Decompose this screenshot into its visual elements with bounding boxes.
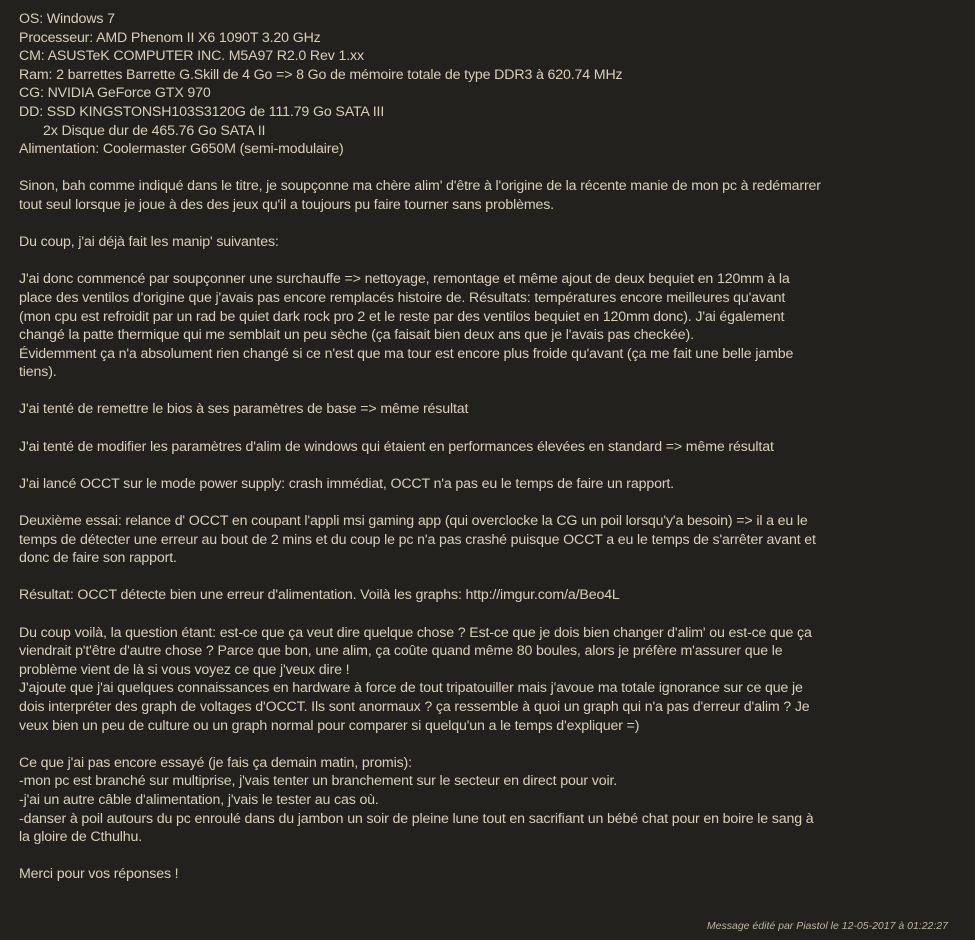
text-line: -mon pc est branché sur multiprise, j'vais tenter un branchement sur le secteur en direct pour voir. (19, 773, 618, 790)
spec-value: AMD Phenom II X6 1090T 3.20 GHz (96, 29, 321, 46)
text-line: problème vient de là si vous voyez ce que j'veux dire ! (19, 661, 350, 678)
paragraph-result (19, 586, 945, 605)
text-line: J'ai tenté de modifier les paramètres d'alim de windows qui étaient en performances élevées en standard => même résultat (19, 438, 774, 455)
paragraph-occt-first (19, 475, 945, 494)
spec-motherboard (19, 47, 945, 66)
paragraph-question (19, 624, 945, 736)
text-line: (mon cpu est refroidit par un rad be quiet dark rock pro 2 et le reste par des ventilos bequiet en 120mm donc). J'ai également (19, 308, 785, 325)
spec-psu (19, 140, 945, 159)
text-line: veux bien un peu de culture ou un graph normal pour comparer si quelqu'un a le temps d'expliquer =) (19, 717, 640, 734)
text-line: Du coup, j'ai déjà fait les manip' suivantes: (19, 234, 279, 251)
text-line: place des ventilos d'origine que j'avais pas encore remplacés histoire de. Résultats: températures encore meilleures qu'avant (19, 289, 786, 306)
text-line: -j'ai un autre câble d'alimentation, j'vais le tester au cas où. (19, 791, 379, 808)
text-line: temps de détecter une erreur au bout de 2 mins et du coup le pc n'a pas crashé puisque OCCT a eu le temps de s'arrêter avant et (19, 531, 816, 548)
text-line: -danser à poil autours du pc enroulé dans du jambon un soir de pleine lune tout en sacrifiant un bébé chat pour en boire le sang à (19, 810, 814, 827)
spec-cpu (19, 29, 945, 48)
text-line: J'ai tenté de remettre le bios à ses paramètres de base => même résultat (19, 401, 469, 418)
text-line: J'ai lancé OCCT sur le mode power supply: crash immédiat, OCCT n'a pas eu le temps de faire un rapport. (19, 475, 674, 492)
paragraph-bios (19, 400, 945, 419)
spec-value: Windows 7 (46, 11, 115, 27)
text-line: Ce que j'ai pas encore essayé (je fais ça demain matin, promis): (19, 754, 412, 771)
paragraph-occt-second (19, 512, 945, 568)
text-line: viendrait p't'être d'autre chose ? Parce que bon, une alim, ça coûte quand même 80 boules, alors je préfère m'assurer que le (19, 643, 783, 660)
text-line: la gloire de Cthulhu. (19, 829, 143, 846)
text-line: Évidemment ça n'a absolument rien changé si ce n'est que ma tour est encore plus froide qu'avant (ça me fait une belle jambe (19, 345, 794, 362)
spec-value: ASUSTeK COMPUTER INC. M5A97 R2.0 Rev 1.xx (47, 48, 364, 65)
spec-ram (19, 66, 945, 85)
spec-gpu (19, 84, 945, 103)
paragraph-intro (19, 177, 945, 214)
text-line: tiens). (19, 364, 57, 381)
specs-block (19, 10, 945, 159)
paragraph-thanks (19, 865, 945, 884)
text-line: tout seul lorsque je joue à des des jeux qu'il a toujours pu faire tourner sans problèmes. (19, 196, 554, 213)
result-text: Résultat: OCCT détecte bien une erreur d'alimentation. Voilà les graphs: (19, 587, 466, 604)
text-line: changé la patte thermique qui me semblait un peu sèche (ça faisait bien deux ans que je l'avais pas checkée). (19, 327, 694, 344)
text-line: J'ajoute que j'ai quelques connaissances en hardware à force de tout tripatouiller mais j'avoue ma totale ignorance sur ce que je (19, 680, 803, 697)
text-line: J'ai donc commencé par soupçonner une surchauffe => nettoyage, remontage et même ajout de deux bequiet en 120mm à la (19, 271, 790, 288)
text-line: dois interpréter des graph de voltages d'OCCT. Ils sont anormaux ? ça ressemble à quoi un graph qui n'a pas d'erreur d'alim ? Je (19, 698, 810, 715)
paragraph-todo (19, 754, 945, 847)
spec-value: 2 barrettes Barrette G.Skill de 4 Go => 8 Go de mémoire totale de type DDR3 à 620.74 MHz (56, 66, 623, 83)
text-line (19, 586, 945, 605)
text-line: Sinon, bah comme indiqué dans le titre, je soupçonne ma chère alim' d'être à l'origine de la récente manie de mon pc à redémarrer (19, 178, 821, 195)
spec-label: CM: (19, 48, 48, 65)
spec-value: SSD KINGSTONSH103S3120G de 111.79 Go SATA III (46, 103, 385, 120)
edit-note: Message édité par Piastol le 12-05-2017 à 01:22:27 (706, 920, 948, 932)
spec-value: 2x Disque dur de 465.76 Go SATA II (43, 122, 266, 139)
spec-disk-secondary (19, 122, 945, 141)
spec-label: Alimentation: (19, 141, 103, 158)
text-line: Merci pour vos réponses ! (19, 866, 179, 883)
paragraph-steps-intro (19, 233, 945, 252)
spec-label: DD: (19, 103, 47, 120)
spec-value: Coolermaster G650M (semi-modulaire) (102, 141, 344, 158)
graphs-link[interactable]: http://imgur.com/a/Beo4L (465, 587, 620, 604)
spec-label: Processeur: (19, 29, 97, 46)
paragraph-power-settings (19, 438, 945, 457)
spec-label: Ram: (19, 66, 57, 83)
post-body (19, 10, 945, 884)
spec-disk (19, 103, 945, 122)
text-line: donc de faire son rapport. (19, 550, 177, 567)
spec-os (19, 10, 945, 29)
paragraph-overheat (19, 270, 945, 382)
spec-label: OS: (19, 11, 47, 27)
text-line: Deuxième essai: relance d' OCCT en coupant l'appli msi gaming app (qui overclocke la CG un poil lorsqu'y'a besoin) => il a eu le (19, 513, 808, 530)
text-line: Du coup voilà, la question étant: est-ce que ça veut dire quelque chose ? Est-ce que je dois bien changer d'alim' ou est-ce que ça (19, 624, 812, 641)
spec-label: CG: (19, 85, 48, 102)
spec-value: NVIDIA GeForce GTX 970 (47, 85, 211, 102)
